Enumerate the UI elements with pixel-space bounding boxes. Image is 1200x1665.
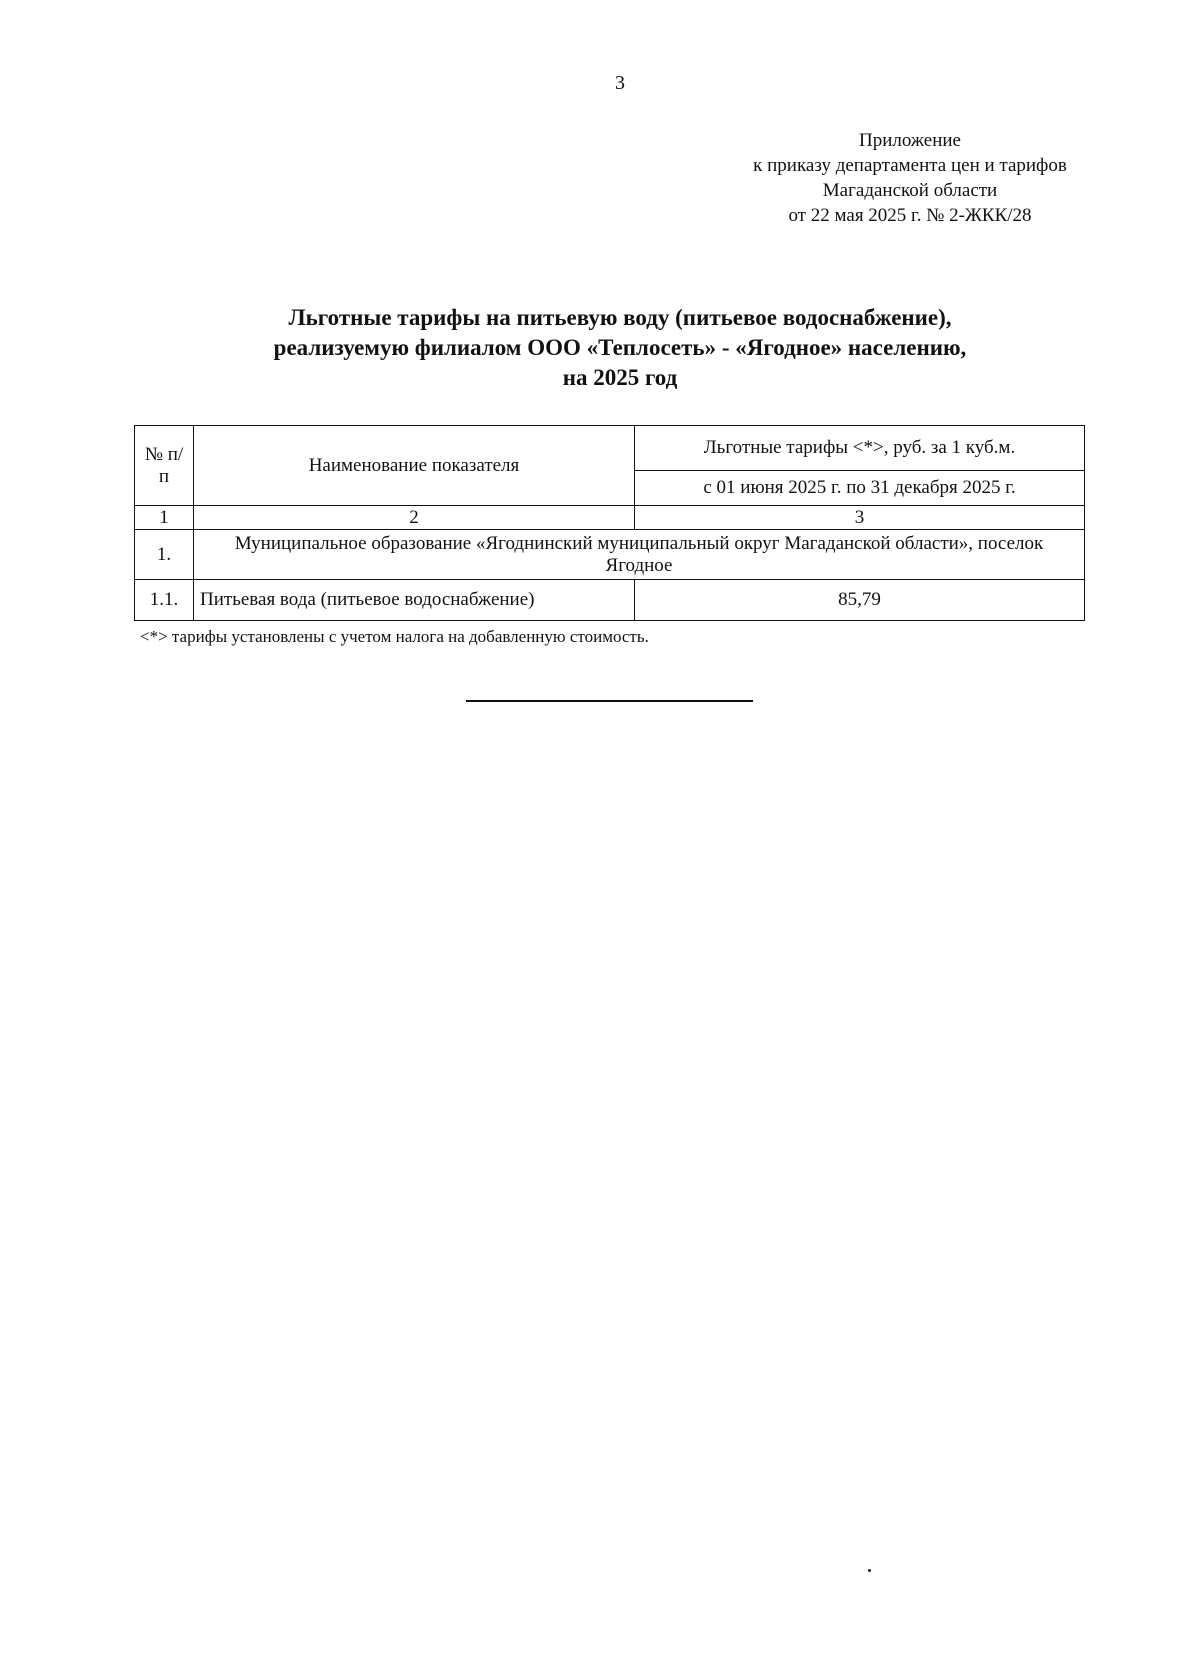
table-header-row [135, 426, 1085, 471]
table-row [135, 580, 1085, 621]
row-num: 1. [135, 530, 194, 580]
row-municipality-name: Муниципальное образование «Ягоднинский муниципальный округ Магаданской области», поселок Ягодное [194, 530, 1085, 580]
appendix-order-reference: к приказу департамента цен и тарифов [753, 155, 1067, 176]
appendix-date-number: от 22 мая 2025 г. № 2-ЖКК/28 [788, 205, 1032, 226]
row-tariff-value: 85,79 [635, 580, 1085, 621]
table-row [135, 530, 1085, 580]
column-number-1: 1 [135, 506, 194, 530]
row-indicator-name: Питьевая вода (питьевое водоснабжение) [194, 580, 635, 621]
header-period: с 01 июня 2025 г. по 31 декабря 2025 г. [635, 471, 1085, 506]
title-line-3: на 2025 год [562, 365, 678, 390]
appendix-block [690, 128, 1130, 228]
document-title [100, 303, 1140, 393]
row-num: 1.1. [135, 580, 194, 621]
header-tariff: Льготные тарифы <*>, руб. за 1 куб.м. [635, 426, 1085, 471]
tariff-table [134, 425, 1085, 621]
scan-artifact-dot [868, 1569, 871, 1572]
end-divider [466, 700, 753, 702]
header-name: Наименование показателя [194, 426, 635, 506]
column-number-3: 3 [635, 506, 1085, 530]
column-number-row [135, 506, 1085, 530]
title-line-2: реализуемую филиалом ООО «Теплосеть» - «Ягодное» населению, [273, 335, 967, 360]
column-number-2: 2 [194, 506, 635, 530]
appendix-region: Магаданской области [822, 180, 998, 201]
header-num: № п/п [135, 426, 194, 506]
page-number: 3 [615, 72, 625, 94]
appendix-label: Приложение [859, 130, 961, 151]
footnote: <*> тарифы установлены с учетом налога на добавленную стоимость. [140, 627, 649, 646]
title-line-1: Льготные тарифы на питьевую воду (питьевое водоснабжение), [288, 305, 952, 330]
